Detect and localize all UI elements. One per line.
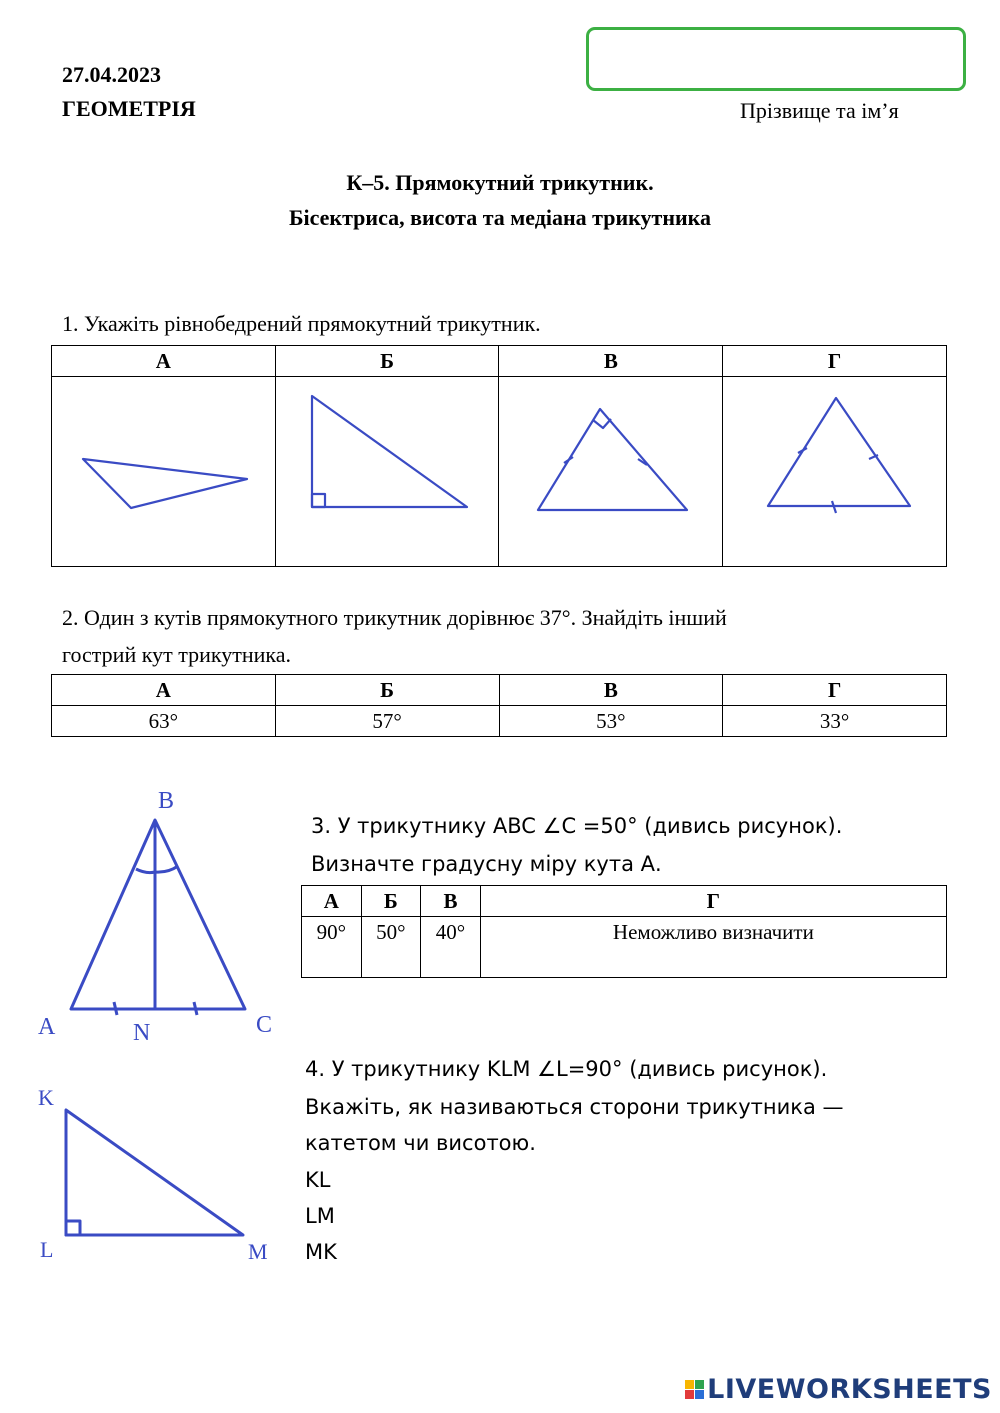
q2-answer-v[interactable]: 53° xyxy=(499,706,723,737)
q3-answer-v[interactable]: 40° xyxy=(421,917,481,978)
label-l: L xyxy=(40,1237,54,1262)
q3-figure-abc xyxy=(0,780,300,1060)
obtuse-triangle-figure xyxy=(83,459,247,508)
q4-figure-klm xyxy=(0,1075,300,1275)
question-3-text-line2: Визначте градусну міру кута А. xyxy=(311,852,662,876)
q3-option-b: Б xyxy=(361,886,421,917)
liveworksheets-logo xyxy=(685,1374,992,1405)
label-a: A xyxy=(38,1014,56,1040)
q2-answer-a[interactable]: 63° xyxy=(52,706,276,737)
q2-answer-g[interactable]: 33° xyxy=(723,706,947,737)
side-lm[interactable]: LM xyxy=(305,1204,335,1228)
side-kl[interactable]: KL xyxy=(305,1168,331,1192)
test-title-line2: Бісектриса, висота та медіана трикутника xyxy=(288,205,712,230)
question-1-text: 1. Укажіть рівнобедрений прямокутний трикутник. xyxy=(62,311,541,336)
question-4-text-line1: 4. У трикутнику KLM ∠L=90° (дивись рисунок). xyxy=(305,1057,828,1081)
equilateral-triangle-figure xyxy=(768,398,910,513)
q1-option-g: Г xyxy=(723,346,947,377)
isosceles-right-triangle-figure xyxy=(538,409,687,510)
question-3-text-line1: 3. У трикутнику ABC ∠C =50° (дивись рисунок). xyxy=(311,814,843,838)
right-triangle-figure xyxy=(312,396,467,507)
name-label: Прізвище та ім’я xyxy=(740,98,899,123)
test-title-line1: К–5. Прямокутний трикутник. xyxy=(346,170,654,195)
q1-option-a: А xyxy=(52,346,276,377)
question-4-text-line2: Вкажіть, як називаються сторони трикутника — xyxy=(305,1095,844,1119)
liveworksheets-mark-icon xyxy=(685,1380,704,1399)
question-2-text-line2: гострий кут трикутника. xyxy=(62,642,292,667)
question-3-table xyxy=(301,885,947,978)
test-date: 27.04.2023 xyxy=(62,62,161,87)
q2-answer-b[interactable]: 57° xyxy=(275,706,499,737)
label-n: N xyxy=(133,1020,151,1046)
q3-answer-b[interactable]: 50° xyxy=(361,917,421,978)
q2-option-g: Г xyxy=(723,675,947,706)
label-b: B xyxy=(158,788,175,814)
label-m: M xyxy=(248,1239,268,1264)
q1-option-b: Б xyxy=(275,346,499,377)
side-mk[interactable]: MK xyxy=(305,1240,337,1264)
q2-option-b: Б xyxy=(275,675,499,706)
label-c: C xyxy=(256,1012,273,1038)
q2-option-a: А xyxy=(52,675,276,706)
q1-figures xyxy=(0,0,1000,600)
label-k: K xyxy=(38,1085,54,1110)
q2-option-v: В xyxy=(499,675,723,706)
q1-option-v: В xyxy=(499,346,723,377)
q3-answer-a[interactable]: 90° xyxy=(302,917,362,978)
subject-title: ГЕОМЕТРІЯ xyxy=(62,96,196,121)
q3-option-a: А xyxy=(302,886,362,917)
question-2-text-line1: 2. Один з кутів прямокутного трикутник дорівнює 37°. Знайдіть інший xyxy=(62,605,727,630)
brand-text: LIVEWORKSHEETS xyxy=(707,1374,992,1405)
q3-option-g: Г xyxy=(480,886,946,917)
question-2-table xyxy=(51,674,947,737)
question-4-text-line3: катетом чи висотою. xyxy=(305,1131,536,1155)
q3-option-v: В xyxy=(421,886,481,917)
q3-answer-g[interactable]: Неможливо визначити xyxy=(480,917,946,978)
